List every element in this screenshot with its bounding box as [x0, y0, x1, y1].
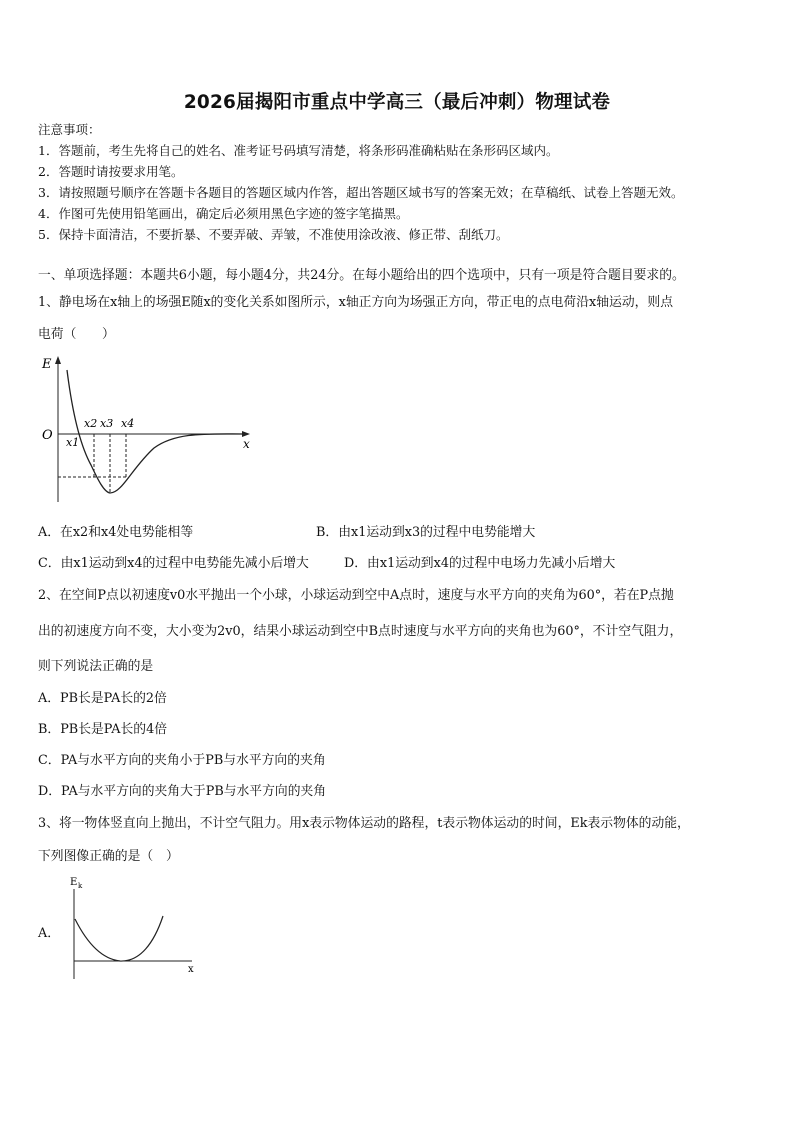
q1-graph-origin: O: [42, 428, 53, 443]
q2-option-d: D．PA与水平方向的夹角大于PB与水平方向的夹角: [38, 784, 327, 799]
q1-graph-y-label: E: [42, 357, 52, 372]
notice-item: 4．作图可先使用铅笔画出，确定后必须用黑色字迹的签字笔描黑。: [38, 206, 409, 221]
q2-option-c: C．PA与水平方向的夹角小于PB与水平方向的夹角: [38, 753, 326, 768]
q3-stem-line1: 3、将一物体竖直向上抛出，不计空气阻力。用x表示物体运动的路程，t表示物体运动的时间，Ek表示物体的动能，: [38, 816, 690, 831]
q3-option-a-graph: [62, 873, 212, 985]
q1-graph-mark-x4: x4: [121, 417, 135, 430]
q2-option-b: B．PB长是PA长的4倍: [38, 722, 168, 737]
notice-heading: 注意事项：: [38, 122, 101, 137]
q1-option-c: C．由x1运动到x4的过程中电势能先减小后增大: [38, 556, 309, 571]
q1-option-a: A．在x2和x4处电势能相等: [38, 525, 194, 540]
q1-graph-mark-x3: x3: [100, 417, 114, 430]
q1-graph-x-label: x: [243, 437, 250, 451]
notice-item: 2．答题时请按要求用笔。: [38, 164, 184, 179]
q1-option-d: D．由x1运动到x4的过程中电场力先减小后增大: [344, 556, 616, 571]
q1-stem-line1: 1、静电场在x轴上的场强E随x的变化关系如图所示，x轴正方向为场强正方向，带正电的点电荷沿x轴运动，则点: [38, 295, 674, 310]
q1-graph-mark-x2: x2: [84, 417, 98, 430]
page-title: 2026届揭阳市重点中学高三（最后冲刺）物理试卷: [183, 92, 611, 113]
notice-item: 3．请按照题号顺序在答题卡各题目的答题区域内作答，超出答题区域书写的答案无效；在草稿纸、试卷上答题无效。: [38, 185, 684, 200]
notice-item: 1．答题前，考生先将自己的姓名、准考证号码填写清楚，将条形码准确粘贴在条形码区域内。: [38, 143, 559, 158]
notice-item: 5．保持卡面清洁，不要折暴、不要弄破、弄皱，不准使用涂改液、修正带、刮纸刀。: [38, 227, 509, 242]
notice-list: [38, 140, 683, 245]
q3-graph-y-subscript: k: [78, 882, 83, 890]
q2-stem-line1: 2、在空间P点以初速度v0水平抛出一个小球，小球运动到空中A点时，速度与水平方向的夹角为60°，若在P点抛: [38, 588, 674, 603]
q1-option-b: B．由x1运动到x3的过程中电势能增大: [316, 525, 536, 540]
q3-stem-line2: 下列图像正确的是（ ）: [38, 849, 179, 864]
q2-option-a: A．PB长是PA长的2倍: [38, 691, 167, 706]
q1-e-x-graph: [36, 350, 256, 510]
section-heading: 一、单项选择题：本题共6小题，每小题4分，共24分。在每小题给出的四个选项中，只有一项是符合题目要求的。: [38, 268, 685, 283]
q3-graph-y-label: E: [70, 877, 78, 888]
q2-stem-line3: 则下列说法正确的是: [38, 659, 154, 674]
q1-stem-line2: 电荷（ ）: [38, 327, 115, 342]
q3-option-a-label: A．: [38, 926, 61, 941]
q2-stem-line2: 出的初速度方向不变，大小变为2v0，结果小球运动到空中B点时速度与水平方向的夹角也为60°，不计空气阻力，: [38, 624, 683, 639]
q1-graph-mark-x1: x1: [66, 436, 80, 449]
q3-graph-x-label: x: [188, 964, 194, 975]
